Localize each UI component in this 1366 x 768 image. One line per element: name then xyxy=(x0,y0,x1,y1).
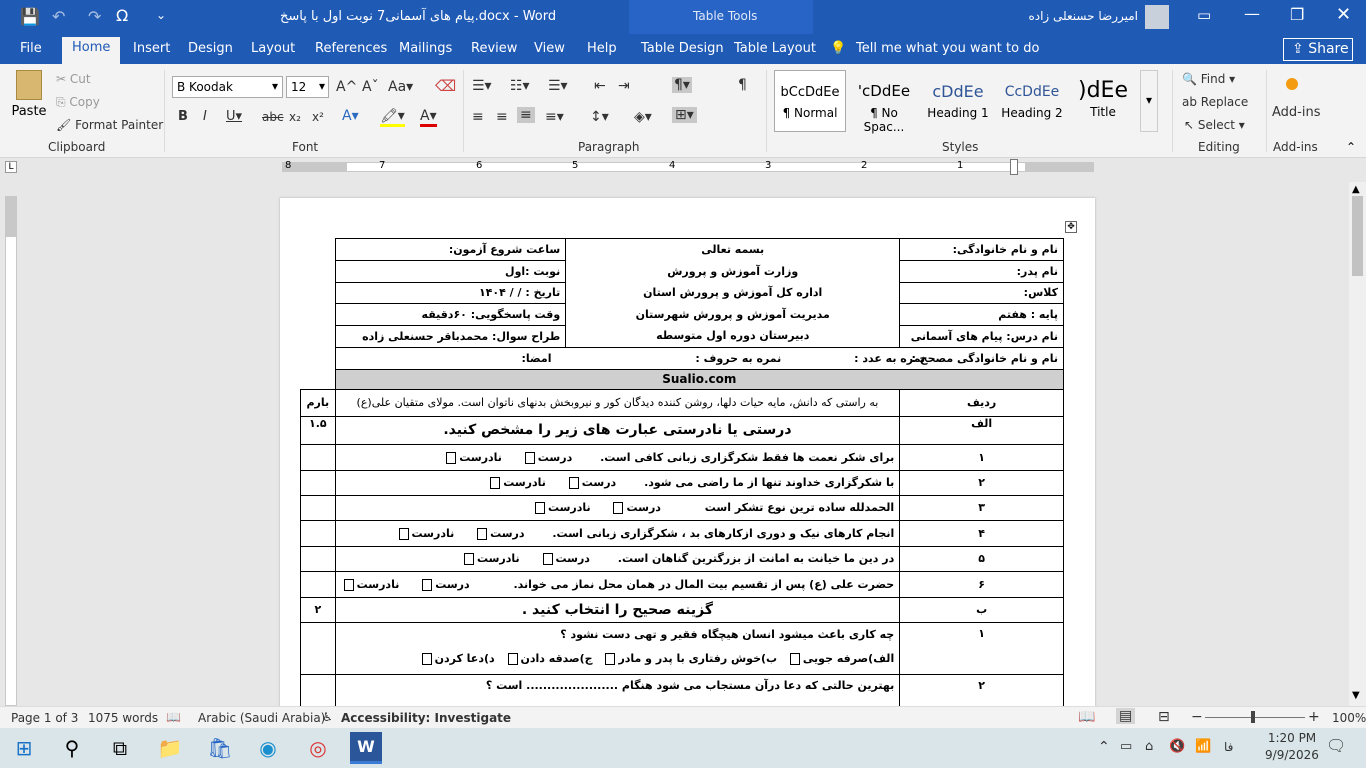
print-layout-icon[interactable]: ▤ xyxy=(1116,708,1135,724)
ruler-number: 4 xyxy=(669,160,676,171)
option-b: ب)خوش رفتاری با پدر و مادر xyxy=(618,651,778,665)
style-name: ¶ Normal xyxy=(782,106,838,120)
tell-me-input[interactable]: Tell me what you want to do xyxy=(856,41,1040,56)
ruler-margin xyxy=(283,163,347,171)
indent-marker[interactable] xyxy=(1010,159,1018,175)
font-name-value: B Koodak xyxy=(177,80,233,94)
row-number: ۶ xyxy=(900,571,1064,597)
minimize-icon[interactable]: — xyxy=(1244,4,1260,23)
lightbulb-icon: 💡 xyxy=(830,41,847,56)
row-number: ۴ xyxy=(900,520,1064,546)
checkbox[interactable] xyxy=(344,579,354,591)
father-name-label[interactable]: نام پدر: xyxy=(900,260,1064,282)
divider xyxy=(164,70,165,152)
true-label: درست xyxy=(490,526,525,540)
true-label: درست xyxy=(537,450,573,464)
style-preview: )dEe xyxy=(1078,78,1128,103)
addins-button[interactable]: Add-ins xyxy=(1272,105,1321,120)
score-cell[interactable] xyxy=(301,495,336,520)
bullets-icon[interactable]: ☰▾ xyxy=(472,78,492,94)
style-preview: bCcDdEe xyxy=(780,85,840,100)
score-cell[interactable] xyxy=(301,622,336,674)
paragraph-group-label: Paragraph xyxy=(578,140,640,154)
false-label: نادرست xyxy=(459,450,502,464)
ruler-number: 2 xyxy=(861,160,868,171)
ruler-margin xyxy=(6,197,16,237)
question-cell[interactable] xyxy=(335,571,900,597)
document-area xyxy=(20,178,1348,706)
style-heading-1[interactable] xyxy=(922,70,994,132)
signature-label: امضا: xyxy=(521,351,552,365)
style-name: Title xyxy=(1090,105,1116,119)
ruler-number: 5 xyxy=(572,160,579,171)
copy-label: Copy xyxy=(69,95,100,109)
score-cell[interactable] xyxy=(301,546,336,571)
redo-icon[interactable]: ↷ xyxy=(88,7,102,26)
strikethrough-icon[interactable]: abc xyxy=(262,110,284,124)
input-language[interactable]: فا xyxy=(1224,740,1234,754)
font-size-value: 12 xyxy=(291,80,307,94)
battery-icon[interactable]: ▭ xyxy=(1120,739,1133,754)
checkbox[interactable] xyxy=(490,477,500,489)
checkbox[interactable] xyxy=(790,653,800,665)
ruler-number: 3 xyxy=(765,160,772,171)
question-text: چه کاری باعث میشود انسان هیچگاه فقیر و تهی دست نشود ؟ xyxy=(560,627,895,641)
tab-file[interactable]: File xyxy=(20,41,42,56)
find-label: Find xyxy=(1200,72,1226,86)
question-text: با شکرگزاری خداوند تنها از ما راضی می شود. xyxy=(644,476,895,490)
table-tools-label: Table Tools xyxy=(693,9,758,23)
row-number: ۵ xyxy=(900,546,1064,571)
style-preview: CcDdEe xyxy=(1004,84,1060,100)
false-label: نادرست xyxy=(547,501,591,515)
divider xyxy=(463,70,464,152)
score-header: بارم xyxy=(301,389,336,416)
style-name: ¶ No Spac... xyxy=(863,106,905,134)
addins-icon xyxy=(1286,78,1298,90)
style-heading-2[interactable] xyxy=(996,70,1068,132)
font-color-icon[interactable]: A▾ xyxy=(420,108,437,127)
question-cell[interactable] xyxy=(335,520,900,546)
checkbox[interactable] xyxy=(477,528,487,540)
align-right-icon[interactable]: ≡ xyxy=(517,107,535,123)
clock-time[interactable]: 1:20 PM xyxy=(1267,731,1317,745)
clock-date[interactable]: 9/9/2026 xyxy=(1265,748,1319,762)
row-number: ۲ xyxy=(900,674,1064,706)
customize-icon[interactable]: ⌄ xyxy=(156,8,167,22)
option-a: الف)صرفه جویی xyxy=(802,651,895,665)
rtl-icon[interactable]: ¶▾ xyxy=(674,77,690,93)
checkbox[interactable] xyxy=(605,653,615,665)
vertical-scrollbar[interactable] xyxy=(1349,182,1366,706)
tab-mailings[interactable]: Mailings xyxy=(399,41,453,56)
ruler-margin xyxy=(1025,163,1093,171)
shading-icon[interactable]: ◈▾ xyxy=(634,109,652,125)
change-case-icon[interactable]: Aa▾ xyxy=(388,79,414,95)
checkbox[interactable] xyxy=(613,502,623,514)
style-name: Heading 1 xyxy=(927,106,989,120)
page-count[interactable]: Page 1 of 3 xyxy=(11,711,79,725)
select-button[interactable]: ↖ Select ▾ xyxy=(1184,118,1245,132)
volume-icon[interactable]: 🔇 xyxy=(1169,739,1186,754)
editing-group-label: Editing xyxy=(1198,140,1240,154)
format-painter-label: Format Painter xyxy=(75,118,164,132)
increase-indent-icon[interactable]: ⇥ xyxy=(618,78,630,94)
checkbox[interactable] xyxy=(446,452,456,464)
checkbox[interactable] xyxy=(569,477,579,489)
cut-button[interactable]: ✂ Cut xyxy=(56,72,91,86)
tab-layout[interactable]: Layout xyxy=(251,41,296,56)
zoom-level[interactable]: 100% xyxy=(1332,711,1366,725)
true-label: درست xyxy=(626,501,661,515)
select-label: Select xyxy=(1197,118,1235,132)
date-label[interactable]: تاریخ : / / ۱۴۰۴ xyxy=(335,282,566,304)
format-painter-button[interactable]: 🖌 Format Painter xyxy=(56,118,164,132)
horizontal-ruler[interactable] xyxy=(282,162,1094,172)
wifi-icon[interactable]: 📶 xyxy=(1195,739,1212,754)
style-preview: cDdEe xyxy=(932,82,984,101)
align-left-icon[interactable]: ≡ xyxy=(472,109,484,125)
window-title: پیام های آسمانی7 نوبت اول با پاسخ.docx - Word xyxy=(280,9,557,24)
score-cell[interactable] xyxy=(301,520,336,546)
proofing-icon[interactable]: 📖 xyxy=(166,710,181,724)
italic-icon[interactable]: I xyxy=(203,109,207,124)
store-icon[interactable]: 🛍 xyxy=(207,736,233,760)
subscript-icon[interactable]: x₂ xyxy=(289,110,301,124)
quote-cell: به راستی که دانش، مایه حیات دلها، روشن کننده دیدگان کور و نیروبخش بدنهای ناتوان است. مولای متقیان علی(ع) xyxy=(335,389,900,416)
false-label: نادرست xyxy=(411,526,455,540)
score-words-label: نمره به حروف : xyxy=(695,351,782,365)
numbering-icon[interactable]: ☷▾ xyxy=(510,78,530,94)
tray-chevron-icon[interactable]: ⌃ xyxy=(1098,739,1110,755)
scroll-thumb[interactable] xyxy=(1352,196,1363,276)
tab-view[interactable]: View xyxy=(534,41,565,56)
windows-start-icon[interactable]: ⊞ xyxy=(15,736,33,760)
align-center-icon[interactable]: ≡ xyxy=(496,109,508,125)
decrease-indent-icon[interactable]: ⇤ xyxy=(594,78,606,94)
save-icon[interactable]: 💾 xyxy=(20,7,40,26)
section-b-title: گزینه صحیح را انتخاب کنید . xyxy=(335,597,900,622)
question-cell[interactable] xyxy=(335,470,900,495)
option-c: ج)صدقه دادن xyxy=(520,651,593,665)
borders-icon[interactable]: ⊞▾ xyxy=(672,107,697,123)
checkbox[interactable] xyxy=(535,502,545,514)
checkbox[interactable] xyxy=(508,653,518,665)
tab-table-design[interactable]: Table Design xyxy=(641,41,724,56)
font-name-select[interactable] xyxy=(172,76,283,98)
tab-references[interactable]: References xyxy=(315,41,388,56)
styles-group-label: Styles xyxy=(942,140,979,154)
line-spacing-icon[interactable]: ↕▾ xyxy=(590,109,609,125)
grader-row[interactable] xyxy=(335,347,1063,369)
ribbon xyxy=(0,64,1366,158)
style-normal[interactable] xyxy=(774,70,846,132)
edge-icon[interactable]: ◉ xyxy=(259,736,277,760)
chevron-down-icon: ▾ xyxy=(271,79,278,93)
language-status[interactable]: Arabic (Saudi Arabia) xyxy=(198,711,326,725)
row-number: ۳ xyxy=(900,495,1064,520)
user-name[interactable]: امیررضا حسنعلی زاده xyxy=(1028,9,1138,23)
false-label: نادرست xyxy=(476,552,520,566)
section-a-label: الف xyxy=(900,416,1064,444)
vertical-ruler[interactable] xyxy=(5,196,17,706)
term-label[interactable]: نوبت :اول xyxy=(335,260,566,282)
paste-button[interactable] xyxy=(10,70,48,138)
accessibility-status[interactable]: Accessibility: Investigate xyxy=(341,711,512,725)
undo-icon[interactable]: ↶ xyxy=(52,7,66,26)
replace-label: Replace xyxy=(1200,95,1249,109)
zoom-slider[interactable] xyxy=(1205,717,1305,718)
notifications-icon[interactable]: 🗨 xyxy=(1326,736,1347,755)
options-row xyxy=(341,647,895,671)
share-button[interactable] xyxy=(1283,38,1353,61)
status-bar xyxy=(0,706,1366,728)
question-text: برای شکر نعمت ها فقط شکرگزاری زبانی کافی است. xyxy=(600,450,895,464)
network-icon[interactable]: ⌂ xyxy=(1145,739,1154,754)
font-group-label: Font xyxy=(292,140,319,154)
read-mode-icon[interactable]: 📖 xyxy=(1078,709,1096,725)
share-icon: ⇪ xyxy=(1292,41,1309,57)
checkbox[interactable] xyxy=(543,553,553,565)
highlight-icon[interactable]: 🖍▾ xyxy=(380,108,405,127)
ribbon-display-icon[interactable]: ▭ xyxy=(1197,6,1212,24)
option-d: د)دعا کردن xyxy=(434,651,495,665)
grade-label[interactable]: پایه : هفتم xyxy=(900,304,1064,326)
checkbox[interactable] xyxy=(422,579,432,591)
taskbar xyxy=(0,728,1366,768)
exam-table[interactable] xyxy=(300,238,1064,706)
text-effects-icon[interactable]: A▾ xyxy=(342,108,359,124)
tab-design[interactable]: Design xyxy=(188,41,233,56)
style-no-spacing[interactable] xyxy=(848,70,920,132)
clipboard-group-label: Clipboard xyxy=(48,140,106,154)
designer-label[interactable]: طراح سوال: محمدباقر حسنعلی زاده xyxy=(335,326,566,348)
section-a-title: درستی یا نادرستی عبارت های زیر را مشخص کنید. xyxy=(335,416,900,444)
row-header: ردیف xyxy=(900,389,1064,416)
styles-gallery[interactable] xyxy=(774,70,1138,132)
word-icon[interactable]: W xyxy=(350,732,382,764)
underline-icon[interactable]: U▾ xyxy=(226,109,243,124)
addins-group-label: Add-ins xyxy=(1273,140,1318,154)
close-icon[interactable]: ✕ xyxy=(1336,4,1352,25)
paste-label: Paste xyxy=(11,104,47,119)
share-label: Share xyxy=(1308,41,1349,57)
clear-format-icon[interactable]: ⌫ xyxy=(435,77,457,95)
true-label: درست xyxy=(581,476,617,490)
checkbox[interactable] xyxy=(464,553,474,565)
false-label: نادرست xyxy=(356,577,400,591)
score-cell[interactable] xyxy=(301,674,336,706)
header-province: اداره کل آموزش و پرورش استان xyxy=(643,286,823,300)
section-b-score: ۲ xyxy=(301,597,336,622)
tab-insert[interactable]: Insert xyxy=(133,41,171,56)
duration-label[interactable]: وقت پاسخگویی: ۶۰دقیقه xyxy=(335,304,566,326)
style-preview: 'cDdEe xyxy=(857,82,911,100)
shrink-font-icon[interactable]: Aˇ xyxy=(362,79,379,95)
row-number: ۲ xyxy=(900,470,1064,495)
class-label[interactable]: کلاس: xyxy=(900,282,1064,304)
zoom-out-icon[interactable]: − xyxy=(1191,709,1203,725)
task-view-icon[interactable]: ⧉ xyxy=(112,736,128,760)
multilevel-icon[interactable]: ☰▾ xyxy=(548,78,568,94)
true-label: درست xyxy=(435,577,470,591)
web-layout-icon[interactable]: ⊟ xyxy=(1158,709,1170,725)
copy-button[interactable]: ⎘ Copy xyxy=(56,95,100,109)
ruler-number: 6 xyxy=(476,160,483,171)
font-size-select[interactable] xyxy=(286,76,329,98)
question-cell[interactable] xyxy=(335,495,900,520)
checkbox[interactable] xyxy=(399,528,409,540)
chrome-icon[interactable]: ◎ xyxy=(309,736,327,760)
row-number: ۱ xyxy=(900,622,1064,674)
header-school: دبیرستان دوره اول متوسطه xyxy=(656,329,810,343)
course-name-label[interactable]: نام درس: پیام های آسمانی xyxy=(900,326,1064,348)
question-text: حضرت علی (ع) پس از تقسیم بیت المال در همان محل نماز می خواند. xyxy=(513,577,895,591)
styles-more-icon[interactable]: ▾ xyxy=(1140,70,1158,132)
site-banner: Sualio.com xyxy=(335,369,1063,389)
avatar[interactable] xyxy=(1145,5,1169,29)
section-b-label: ب xyxy=(900,597,1064,622)
grow-font-icon[interactable]: A^ xyxy=(336,79,358,95)
style-name: Heading 2 xyxy=(1001,106,1063,120)
scroll-up-icon[interactable]: ▲ xyxy=(1352,184,1360,195)
bold-icon[interactable]: B xyxy=(178,109,188,124)
grader-name-label: نام و نام خانوادگی مصحح : xyxy=(911,351,1058,365)
table-move-handle-icon[interactable]: ✥ xyxy=(1065,221,1077,233)
question-cell[interactable] xyxy=(335,674,900,706)
question-cell[interactable] xyxy=(335,444,900,470)
question-cell[interactable] xyxy=(335,622,900,674)
tab-help[interactable]: Help xyxy=(587,41,617,56)
justify-icon[interactable]: ≡▾ xyxy=(545,109,564,125)
divider xyxy=(1172,70,1173,152)
superscript-icon[interactable]: x² xyxy=(312,110,324,124)
student-name-label[interactable]: نام و نام خانوادگی: xyxy=(900,239,1064,261)
ruler-number: 8 xyxy=(285,160,292,171)
start-time-label[interactable]: ساعت شروع آزمون: xyxy=(335,239,566,261)
question-cell[interactable] xyxy=(335,546,900,571)
checkbox[interactable] xyxy=(422,653,432,665)
header-city: مدیریت آموزش و پرورش شهرستان xyxy=(635,307,830,321)
tab-table-layout[interactable]: Table Layout xyxy=(734,41,816,56)
chevron-down-icon: ▾ xyxy=(318,79,325,93)
score-cell[interactable] xyxy=(301,470,336,495)
row-number: ۱ xyxy=(900,444,1064,470)
tab-selector[interactable]: L xyxy=(5,161,17,173)
search-icon[interactable]: ⚲ xyxy=(64,736,80,760)
zoom-in-icon[interactable]: + xyxy=(1308,709,1320,725)
question-text: در دین ما خیانت به امانت از بزرگترین گناهان است. xyxy=(617,552,895,566)
true-label: درست xyxy=(555,552,590,566)
page[interactable] xyxy=(280,198,1095,706)
section-a-score: ۱.۵ xyxy=(301,416,336,444)
tab-home[interactable]: Home xyxy=(62,37,120,64)
checkbox[interactable] xyxy=(525,452,535,464)
score-number-label: نمره به عدد : xyxy=(854,351,926,365)
tab-review[interactable]: Review xyxy=(471,41,518,56)
omega-icon[interactable]: Ω xyxy=(116,6,129,25)
ruler-number: 1 xyxy=(957,160,964,171)
scroll-down-icon[interactable]: ▼ xyxy=(1352,690,1360,701)
score-cell[interactable] xyxy=(301,571,336,597)
question-text: الحمدلله ساده ترین نوع تشکر است xyxy=(704,501,895,515)
header-center xyxy=(566,239,900,348)
accessibility-icon[interactable]: ♿ xyxy=(322,710,333,724)
ribbon-tabs xyxy=(0,34,1366,64)
collapse-ribbon-icon[interactable]: ⌃ xyxy=(1346,140,1357,154)
score-cell[interactable] xyxy=(301,444,336,470)
header-bismillah: بسمه تعالی xyxy=(701,243,765,256)
show-marks-icon[interactable]: ¶ xyxy=(738,77,747,93)
word-count[interactable]: 1075 words xyxy=(88,711,159,725)
zoom-thumb[interactable] xyxy=(1251,711,1255,723)
file-explorer-icon[interactable]: 📁 xyxy=(157,736,183,760)
header-ministry: وزارت آموزش و پرورش xyxy=(667,264,799,278)
clipboard-icon xyxy=(16,70,42,100)
cut-label: Cut xyxy=(69,72,91,86)
divider xyxy=(1266,70,1267,152)
divider xyxy=(766,70,767,152)
maximize-icon[interactable]: ❐ xyxy=(1290,5,1305,24)
question-text: بهترین حالتی که دعا درآن مستجاب می شود هنگام ...................... است ؟ xyxy=(485,678,895,692)
false-label: نادرست xyxy=(503,476,546,490)
find-button[interactable]: 🔍 Find ▾ xyxy=(1182,72,1236,86)
replace-button[interactable]: ab Replace xyxy=(1182,95,1249,109)
ruler-number: 7 xyxy=(379,160,386,171)
question-text: انجام کارهای نیک و دوری ازکارهای بد ، شکرگزاری زبانی است. xyxy=(552,526,895,540)
style-title[interactable] xyxy=(1070,70,1136,132)
